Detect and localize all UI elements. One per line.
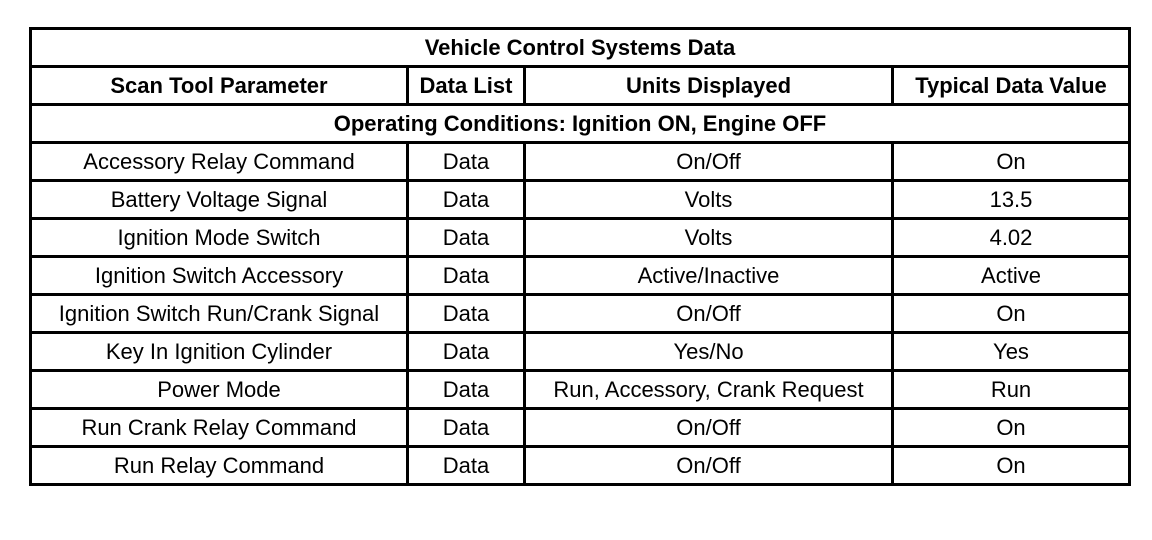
units-cell: Volts bbox=[525, 219, 893, 257]
parameter-cell: Key In Ignition Cylinder bbox=[31, 333, 408, 371]
typical-value-cell: On bbox=[893, 447, 1130, 485]
table-row bbox=[31, 295, 1130, 333]
header-scan-tool-parameter: Scan Tool Parameter bbox=[31, 67, 408, 105]
table-header-row bbox=[31, 67, 1130, 105]
data-list-cell: Data bbox=[408, 333, 525, 371]
data-list-cell: Data bbox=[408, 371, 525, 409]
units-cell: On/Off bbox=[525, 409, 893, 447]
data-list-cell: Data bbox=[408, 257, 525, 295]
table-row bbox=[31, 447, 1130, 485]
operating-conditions-row bbox=[31, 105, 1130, 143]
parameter-cell: Battery Voltage Signal bbox=[31, 181, 408, 219]
table-row bbox=[31, 371, 1130, 409]
operating-conditions: Operating Conditions: Ignition ON, Engine OFF bbox=[31, 105, 1130, 143]
data-list-cell: Data bbox=[408, 447, 525, 485]
typical-value-cell: On bbox=[893, 295, 1130, 333]
parameter-cell: Ignition Switch Run/Crank Signal bbox=[31, 295, 408, 333]
header-units-displayed: Units Displayed bbox=[525, 67, 893, 105]
parameter-cell: Run Crank Relay Command bbox=[31, 409, 408, 447]
table-row bbox=[31, 257, 1130, 295]
typical-value-cell: Run bbox=[893, 371, 1130, 409]
table-row bbox=[31, 181, 1130, 219]
parameter-cell: Ignition Mode Switch bbox=[31, 219, 408, 257]
table-row bbox=[31, 219, 1130, 257]
parameter-cell: Run Relay Command bbox=[31, 447, 408, 485]
table-row bbox=[31, 143, 1130, 181]
typical-value-cell: On bbox=[893, 143, 1130, 181]
vehicle-control-systems-table bbox=[29, 27, 1131, 486]
typical-value-cell: 4.02 bbox=[893, 219, 1130, 257]
units-cell: Volts bbox=[525, 181, 893, 219]
data-list-cell: Data bbox=[408, 409, 525, 447]
units-cell: On/Off bbox=[525, 143, 893, 181]
header-data-list: Data List bbox=[408, 67, 525, 105]
typical-value-cell: 13.5 bbox=[893, 181, 1130, 219]
data-list-cell: Data bbox=[408, 181, 525, 219]
table-title: Vehicle Control Systems Data bbox=[31, 29, 1130, 67]
table-title-row bbox=[31, 29, 1130, 67]
units-cell: Yes/No bbox=[525, 333, 893, 371]
typical-value-cell: Yes bbox=[893, 333, 1130, 371]
data-list-cell: Data bbox=[408, 219, 525, 257]
units-cell: Run, Accessory, Crank Request bbox=[525, 371, 893, 409]
data-list-cell: Data bbox=[408, 295, 525, 333]
header-typical-data-value: Typical Data Value bbox=[893, 67, 1130, 105]
typical-value-cell: On bbox=[893, 409, 1130, 447]
parameter-cell: Ignition Switch Accessory bbox=[31, 257, 408, 295]
units-cell: On/Off bbox=[525, 295, 893, 333]
parameter-cell: Power Mode bbox=[31, 371, 408, 409]
parameter-cell: Accessory Relay Command bbox=[31, 143, 408, 181]
typical-value-cell: Active bbox=[893, 257, 1130, 295]
table-row bbox=[31, 333, 1130, 371]
units-cell: On/Off bbox=[525, 447, 893, 485]
table-row bbox=[31, 409, 1130, 447]
data-list-cell: Data bbox=[408, 143, 525, 181]
units-cell: Active/Inactive bbox=[525, 257, 893, 295]
